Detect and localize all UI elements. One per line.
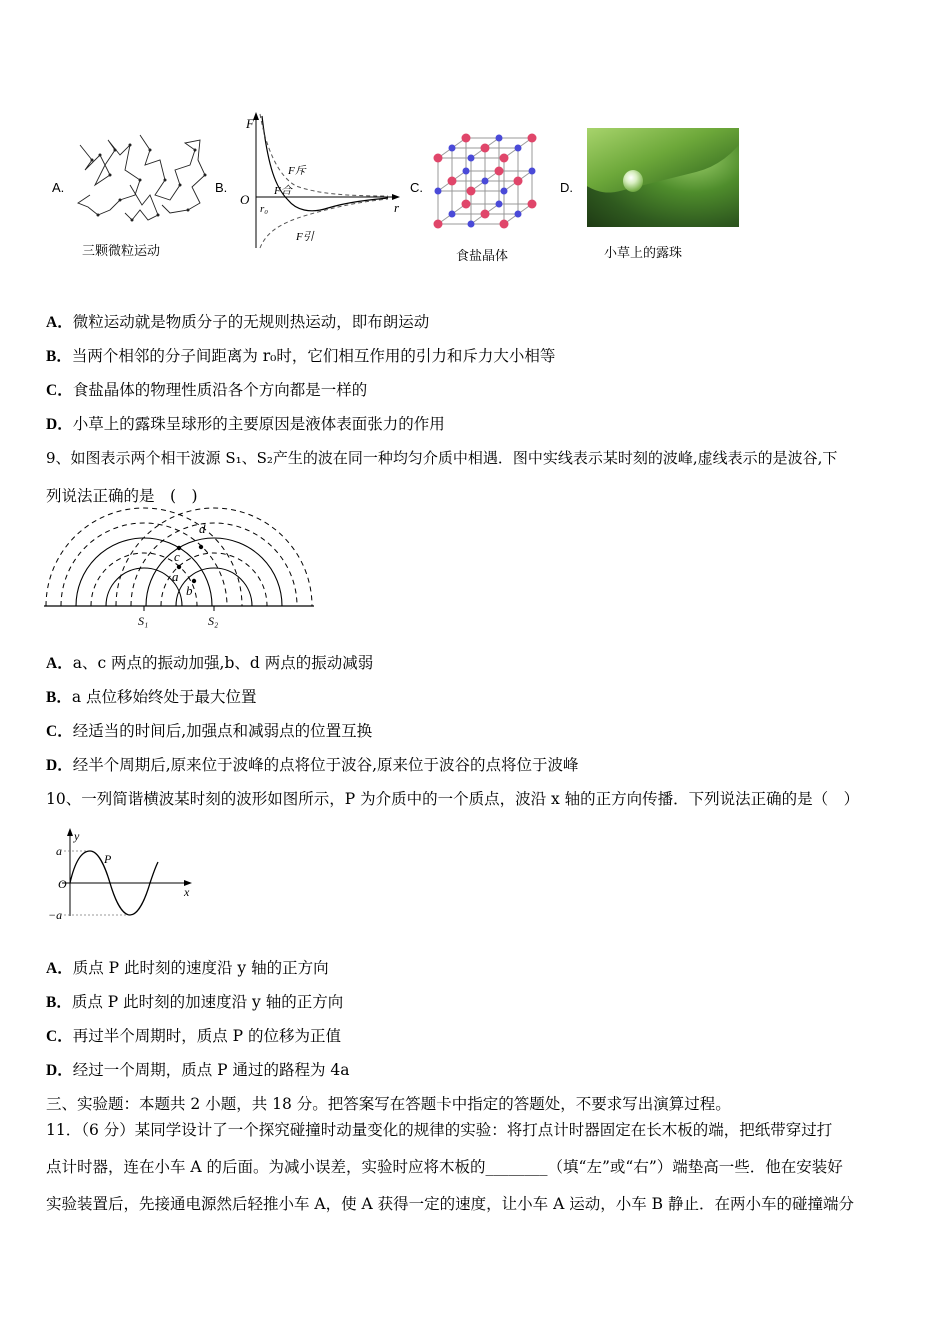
figure-d-letter: D.: [560, 180, 573, 195]
sodium-ion: [449, 145, 456, 152]
sodium-ion: [515, 145, 522, 152]
sodium-ion: [468, 221, 475, 228]
figure-a-caption: 三颗微粒运动: [82, 244, 161, 259]
chloride-ion: [500, 154, 509, 163]
x-axis-label: x: [184, 885, 190, 899]
sodium-ion: [496, 135, 503, 142]
q9-option-c: [46, 721, 372, 742]
q9-option-a: [46, 653, 373, 674]
option-text: 微粒运动就是物质分子的无规则热运动，即布朗运动: [72, 313, 430, 331]
option-text: a 点位移始终处于最大位置: [71, 688, 257, 706]
chloride-ion: [528, 200, 537, 209]
q10-option-d: [46, 1060, 350, 1081]
option-letter: A．: [46, 960, 73, 977]
option-letter: A．: [46, 314, 73, 331]
option-text: a、c 两点的振动加强,b、d 两点的振动减弱: [72, 654, 374, 672]
option-text: 质点 P 此时刻的速度沿 y 轴的正方向: [72, 959, 329, 977]
option-letter: C．: [46, 723, 73, 740]
f-he-label: F合: [274, 185, 292, 197]
q10-option-b: [46, 992, 343, 1013]
sodium-ion: [435, 188, 442, 195]
option-text: 经过一个周期，质点 P 通过的路程为 4a: [72, 1061, 350, 1079]
figure-c-letter: C.: [410, 180, 423, 195]
q8-option-a: [46, 312, 429, 333]
q10-option-a: [46, 958, 329, 979]
point-c-label: c: [174, 549, 180, 564]
sodium-ion: [449, 211, 456, 218]
transverse-wave-figure: [48, 826, 198, 921]
molecular-force-graph: [238, 108, 408, 258]
q8-option-d: [46, 414, 445, 435]
option-letter: D．: [46, 416, 73, 433]
q10-stem: 10、一列简谐横波某时刻的波形如图所示，P 为介质中的一个质点，波沿 x 轴的正方向传播．下列说法正确的是（ ）: [46, 790, 860, 808]
q10-option-c: [46, 1026, 341, 1047]
option-text: 经适当的时间后,加强点和减弱点的位置互换: [72, 722, 373, 740]
chloride-ion: [467, 187, 476, 196]
chloride-ion: [495, 167, 504, 176]
source-s1-label: S₁: [138, 614, 149, 628]
option-text: 质点 P 此时刻的加速度沿 y 轴的正方向: [71, 993, 344, 1011]
q9-stem-line1: 9、如图表示两个相干波源 S₁、S₂产生的波在同一种均匀介质中相遇．图中实线表示某时刻的波峰,虚线表示的是波谷,下: [46, 449, 838, 467]
option-text: 食盐晶体的物理性质沿各个方向都是一样的: [72, 381, 368, 399]
origin-label: O: [240, 192, 250, 207]
amplitude-label: a: [56, 844, 62, 858]
q8-option-c: [46, 380, 367, 401]
chloride-ion: [500, 220, 509, 229]
q8-option-b: [46, 346, 555, 367]
axis-f-label: F: [246, 116, 254, 131]
option-letter: D．: [46, 1062, 73, 1079]
wave-interference-figure: [44, 515, 319, 635]
chloride-ion: [434, 220, 443, 229]
option-letter: C．: [46, 382, 73, 399]
option-letter: A．: [46, 655, 73, 672]
sodium-ion: [529, 168, 536, 175]
sodium-ion: [463, 168, 470, 175]
point-d-label: d: [199, 521, 206, 536]
origin-label: O: [58, 877, 67, 891]
q11-line3: 实验装置后，先接通电源然后轻推小车 A，使 A 获得一定的速度，让小车 A 运动，小车 B 静止．在两小车的碰撞端分: [46, 1195, 854, 1213]
figure-b-letter: B.: [215, 180, 228, 195]
axis-r-label: r: [394, 200, 400, 215]
figure-c-caption: 食盐晶体: [456, 249, 509, 264]
sodium-ion: [482, 178, 489, 185]
f-chi-label: F斥: [288, 165, 306, 177]
q11-line1: 11．（6 分）某同学设计了一个探究碰撞时动量变化的规律的实验：将打点计时器固定在长木板的端，把纸带穿过打: [46, 1121, 833, 1139]
option-letter: B．: [46, 689, 72, 706]
option-letter: D．: [46, 757, 73, 774]
q9-option-b: [46, 687, 257, 708]
chloride-ion: [481, 210, 490, 219]
chloride-ion: [462, 200, 471, 209]
figure-a-letter: A.: [52, 180, 65, 195]
option-text: 经半个周期后,原来位于波峰的点将位于波谷,原来位于波谷的点将位于波峰: [72, 756, 579, 774]
r0-label: r₀: [260, 203, 269, 215]
figure-d-caption: 小草上的露珠: [604, 246, 683, 261]
sodium-ion: [496, 201, 503, 208]
q9-stem-line2: 列说法正确的是 ( ): [46, 487, 198, 505]
chloride-ion: [528, 134, 537, 143]
y-axis-label: y: [74, 829, 80, 843]
point-b-label: b: [186, 583, 193, 598]
option-text: 当两个相邻的分子间距离为 r₀时，它们相互作用的引力和斥力大小相等: [71, 347, 556, 365]
point-a-label: a: [172, 569, 179, 584]
sodium-ion: [468, 155, 475, 162]
brownian-motion-figure: [70, 125, 210, 225]
neg-amplitude-label: −a: [48, 908, 63, 922]
dewdrop-photo: [587, 128, 739, 227]
option-text: 再过半个周期时，质点 P 的位移为正值: [72, 1027, 341, 1045]
option-text: 小草上的露珠呈球形的主要原因是液体表面张力的作用: [72, 415, 445, 433]
section-3-heading: 三、实验题：本题共 2 小题，共 18 分。把答案写在答题卡中指定的答题处，不要求写出演算过程。: [46, 1095, 731, 1113]
chloride-ion: [514, 177, 523, 186]
salt-crystal-figure: [428, 118, 558, 233]
sodium-ion: [501, 188, 508, 195]
point-p-label: P: [104, 852, 112, 866]
sodium-ion: [515, 211, 522, 218]
dewdrop-shape: [623, 170, 643, 192]
q11-line2: 点计时器，连在小车 A 的后面。为减小误差，实验时应将木板的________（填“左”或“右”）端垫高一些．他在安装好: [46, 1158, 843, 1176]
source-s2-label: S₂: [208, 614, 219, 628]
option-letter: C．: [46, 1028, 73, 1045]
chloride-ion: [448, 177, 457, 186]
leaf-shape: [587, 128, 739, 201]
option-letter: B．: [46, 348, 72, 365]
f-yin-label: F引: [296, 231, 314, 243]
chloride-ion: [434, 154, 443, 163]
option-letter: B．: [46, 994, 72, 1011]
chloride-ion: [481, 144, 490, 153]
q9-option-d: [46, 755, 579, 776]
chloride-ion: [462, 134, 471, 143]
